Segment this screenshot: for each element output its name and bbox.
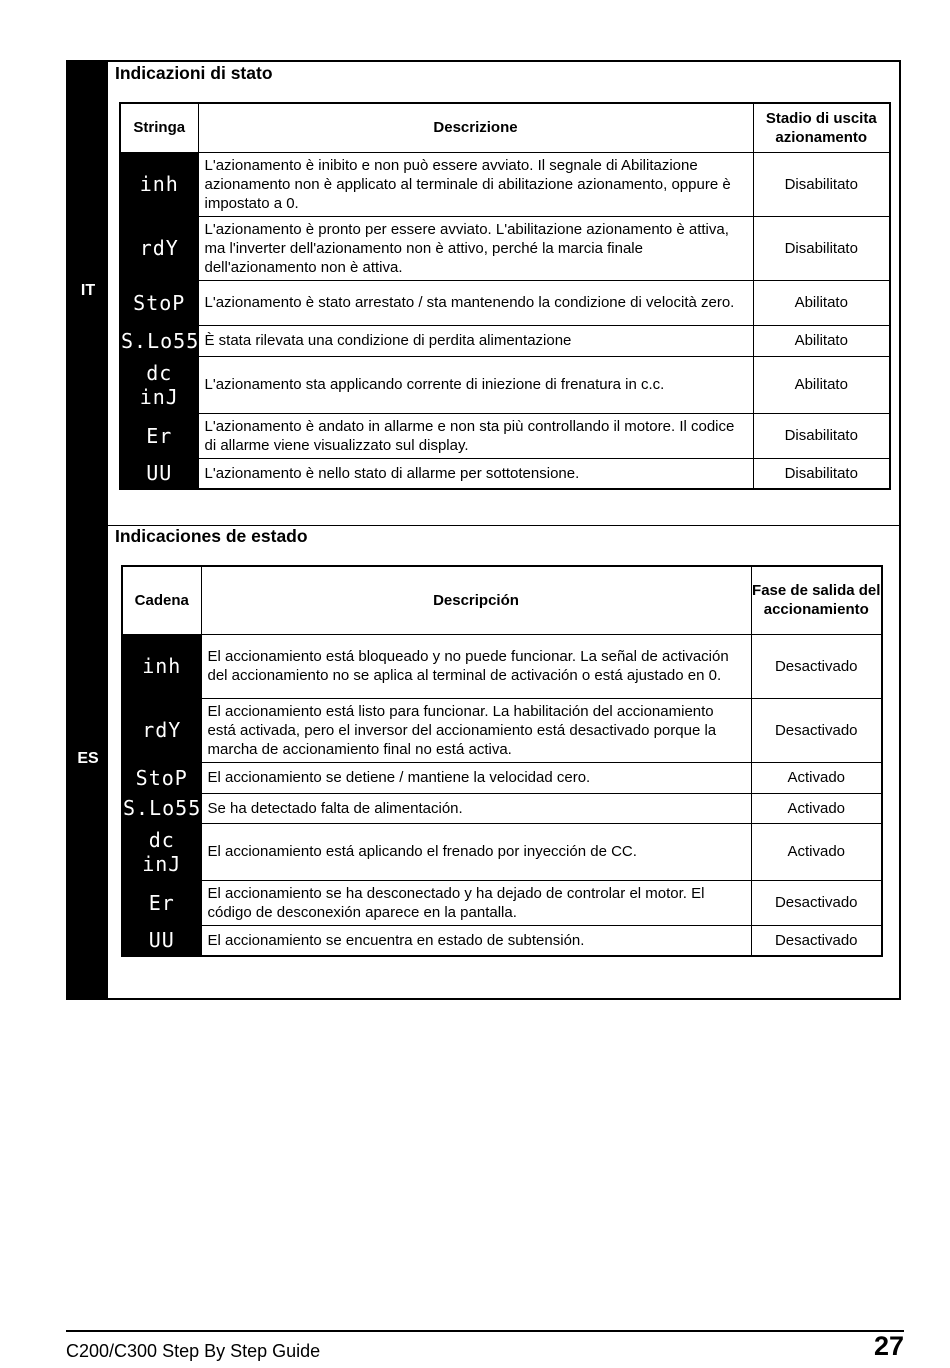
display-code: S.Lo55 bbox=[122, 793, 201, 823]
row-status: Disabilitato bbox=[753, 152, 890, 216]
language-sidebar bbox=[68, 62, 108, 998]
table-header-row bbox=[122, 566, 882, 634]
display-code: dc inJ bbox=[120, 356, 198, 413]
row-description: È stata rilevata una condizione di perdita alimentazione bbox=[198, 325, 753, 356]
section-title-it: Indicazioni di stato bbox=[115, 63, 273, 83]
row-status: Activado bbox=[751, 793, 882, 823]
footer-rule bbox=[66, 1330, 904, 1332]
row-description: L'azionamento è pronto per essere avviato. L'abilitazione azionamento è attiva, ma l'inverter dell'azionamento non è attivo, perché la marcia finale dell'azionamento non è attiva. bbox=[198, 216, 753, 280]
row-status: Abilitato bbox=[753, 280, 890, 325]
table-row bbox=[120, 152, 890, 216]
table-row bbox=[120, 325, 890, 356]
row-status: Activado bbox=[751, 823, 882, 880]
row-status: Abilitato bbox=[753, 356, 890, 413]
row-description: El accionamiento se encuentra en estado de subtensión. bbox=[201, 925, 751, 956]
table-row bbox=[122, 880, 882, 925]
table-row bbox=[122, 762, 882, 793]
display-code: dc inJ bbox=[122, 823, 201, 880]
row-status: Desactivado bbox=[751, 634, 882, 698]
table-row bbox=[120, 356, 890, 413]
row-description: El accionamiento se ha desconectado y ha dejado de controlar el motor. El código de desconexión aparece en la pantalla. bbox=[201, 880, 751, 925]
row-description: El accionamiento está bloqueado y no puede funcionar. La señal de activación del accionamiento no se aplica al terminal de activación o está ajustado en 0. bbox=[201, 634, 751, 698]
display-code: Er bbox=[120, 413, 198, 458]
header-description: Descripción bbox=[201, 566, 751, 634]
display-code: rdY bbox=[122, 698, 201, 762]
lang-label-es: ES bbox=[77, 750, 99, 767]
content-frame bbox=[66, 60, 901, 1000]
page-number: 27 bbox=[873, 1331, 904, 1361]
row-status: Activado bbox=[751, 762, 882, 793]
table-row bbox=[122, 634, 882, 698]
row-description: El accionamiento se detiene / mantiene la velocidad cero. bbox=[201, 762, 751, 793]
row-description: L'azionamento è nello stato di allarme per sottotensione. bbox=[198, 458, 753, 489]
row-status: Disabilitato bbox=[753, 216, 890, 280]
table-row bbox=[122, 925, 882, 956]
row-status: Disabilitato bbox=[753, 458, 890, 489]
row-status: Abilitato bbox=[753, 325, 890, 356]
table-row bbox=[122, 793, 882, 823]
display-code: S.Lo55 bbox=[120, 325, 198, 356]
table-row bbox=[120, 280, 890, 325]
table-row bbox=[120, 458, 890, 489]
section-title-es: Indicaciones de estado bbox=[115, 526, 308, 546]
display-code: StoP bbox=[120, 280, 198, 325]
footer-title: C200/C300 Step By Step Guide bbox=[66, 1341, 321, 1361]
table-row bbox=[122, 823, 882, 880]
header-status: Stadio di uscita azionamento bbox=[753, 103, 890, 152]
table-row bbox=[120, 216, 890, 280]
header-description: Descrizione bbox=[198, 103, 753, 152]
display-code: UU bbox=[120, 458, 198, 489]
header-code: Stringa bbox=[120, 103, 198, 152]
display-code: inh bbox=[122, 634, 201, 698]
row-description: El accionamiento está listo para funcionar. La habilitación del accionamiento está activada, pero el inversor del accionamiento está desactivado porque la marcha de accionamiento final no está activa. bbox=[201, 698, 751, 762]
display-code: inh bbox=[120, 152, 198, 216]
row-status: Disabilitato bbox=[753, 413, 890, 458]
table-header-row bbox=[120, 103, 890, 152]
row-description: L'azionamento è andato in allarme e non sta più controllando il motore. Il codice di allarme viene visualizzato sul display. bbox=[198, 413, 753, 458]
display-code: Er bbox=[122, 880, 201, 925]
lang-label-it: IT bbox=[80, 282, 96, 299]
header-code: Cadena bbox=[122, 566, 201, 634]
display-code: rdY bbox=[120, 216, 198, 280]
row-description: L'azionamento è inibito e non può essere avviato. Il segnale di Abilitazione azionamento non è applicato al terminale di abilitazione azionamento, oppure è impostato a 0. bbox=[198, 152, 753, 216]
header-status: Fase de salida del accionamiento bbox=[751, 566, 882, 634]
row-status: Desactivado bbox=[751, 698, 882, 762]
row-description: Se ha detectado falta de alimentación. bbox=[201, 793, 751, 823]
row-description: El accionamiento está aplicando el frenado por inyección de CC. bbox=[201, 823, 751, 880]
row-status: Desactivado bbox=[751, 880, 882, 925]
table-row bbox=[120, 413, 890, 458]
table-row bbox=[122, 698, 882, 762]
row-description: L'azionamento è stato arrestato / sta mantenendo la condizione di velocità zero. bbox=[198, 280, 753, 325]
display-code: UU bbox=[122, 925, 201, 956]
row-description: L'azionamento sta applicando corrente di iniezione di frenatura in c.c. bbox=[198, 356, 753, 413]
status-table-es bbox=[121, 565, 883, 957]
row-status: Desactivado bbox=[751, 925, 882, 956]
display-code: StoP bbox=[122, 762, 201, 793]
status-table-it bbox=[119, 102, 891, 490]
